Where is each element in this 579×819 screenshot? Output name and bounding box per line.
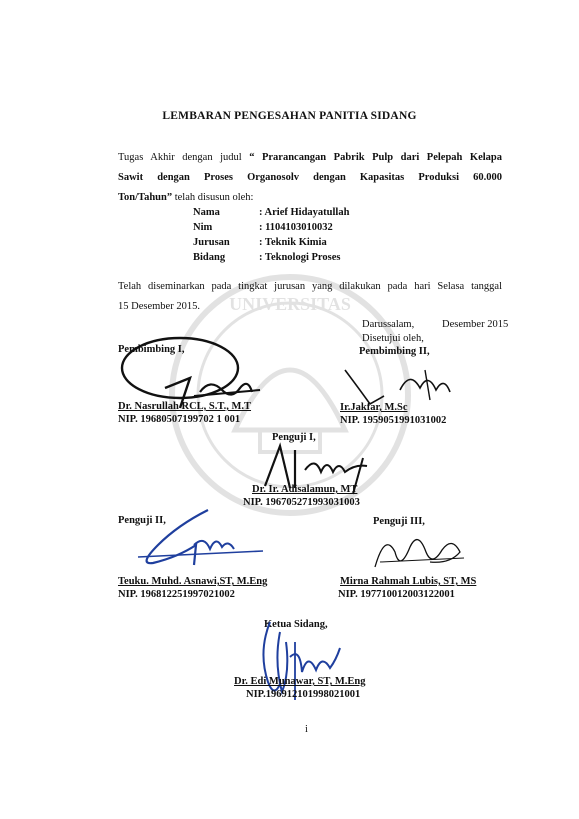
penguji3-nip: NIP. 197710012003122001 (338, 589, 455, 600)
nim-value: : 1104103010032 (259, 222, 333, 233)
penguji3-role: Penguji III, (373, 516, 425, 527)
bidang-value: : Teknologi Proses (259, 252, 341, 263)
approved-label: Disetujui oleh, (362, 333, 424, 344)
seminar-line2: 15 Desember 2015. (118, 301, 200, 312)
penguji3-name: Mirna Rahmah Lubis, ST, MS (340, 576, 477, 587)
penguji1-role: Penguji I, (272, 432, 316, 443)
pembimbing1-nip: NIP. 19680507199702 1 001 (118, 414, 241, 425)
svg-text:UNIVERSITAS: UNIVERSITAS (229, 294, 351, 314)
pembimbing1-role: Pembimbing I, (118, 344, 185, 355)
pembimbing2-name: Ir.Jakfar, M.Sc (340, 402, 408, 413)
seminar-line1: Telah diseminarkan pada tingkat jurusan yang dilakukan pada hari Selasa tanggal (118, 281, 502, 292)
thesis-title-part1: “ Prarancangan Pabrik Pulp dari Pelepah Kelapa (249, 152, 502, 163)
penguji3-signature (360, 522, 470, 577)
thesis-title-part3: Ton/Tahun” (118, 192, 173, 203)
name-label: Nama (193, 207, 220, 218)
jurusan-label: Jurusan (193, 237, 230, 248)
penguji1-nip: NIP. 196705271993031003 (243, 497, 360, 508)
ketua-role: Ketua Sidang, (264, 619, 328, 630)
penguji2-nip: NIP. 196812251997021002 (118, 589, 235, 600)
page-title: LEMBARAN PENGESAHAN PANITIA SIDANG (162, 110, 417, 122)
intro-text: Tugas Akhir dengan judul (118, 152, 242, 163)
thesis-title-part2: Sawit dengan Proses Organosolv dengan Kapasitas Produksi 60.000 (118, 172, 502, 183)
page-number: i (305, 724, 308, 735)
penguji2-signature (118, 505, 268, 580)
pembimbing2-role: Pembimbing II, (359, 346, 430, 357)
date-label: Desember 2015 (442, 319, 509, 330)
penguji2-name: Teuku. Muhd. Asnawi,ST, M.Eng (118, 576, 268, 587)
name-value: : Arief Hidayatullah (259, 207, 350, 218)
pembimbing2-nip: NIP. 1959051991031002 (340, 415, 447, 426)
place-label: Darussalam, (362, 319, 415, 330)
pembimbing1-signature (110, 330, 270, 410)
penguji1-name: Dr. Ir. Adisalamun, MT (252, 484, 358, 495)
author-identity (193, 205, 349, 265)
bidang-label: Bidang (193, 252, 226, 263)
intro-suffix: telah disusun oleh: (174, 192, 254, 203)
seminar-paragraph (118, 277, 502, 317)
jurusan-value: : Teknik Kimia (259, 237, 327, 248)
nim-label: Nim (193, 222, 213, 233)
ketua-name: Dr. Edi Munawar, ST, M.Eng (234, 676, 366, 687)
pembimbing1-name: Dr. Nasrullah RCL, S.T., M.T (118, 401, 252, 412)
ketua-nip: NIP.196912101998021001 (246, 689, 361, 700)
intro-paragraph (118, 148, 502, 208)
penguji2-role: Penguji II, (118, 515, 166, 526)
